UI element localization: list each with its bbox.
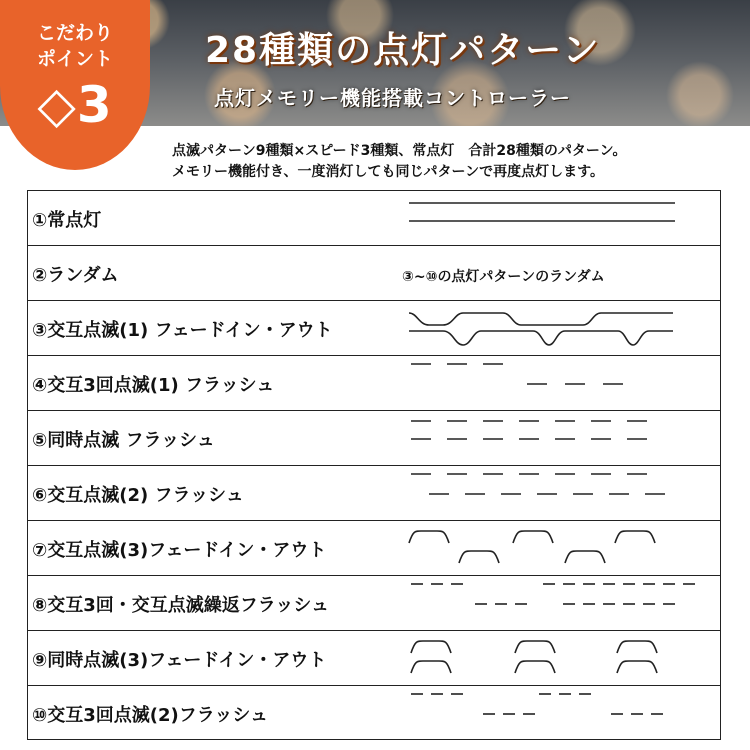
pattern-row-1 [28,191,720,246]
pattern-row-5 [28,411,720,466]
badge-line1: こだわり [36,22,113,44]
badge-line2: ポイント [36,48,113,70]
pattern-label: ①常点灯 [32,210,102,231]
pattern-label: ⑩交互3回点滅(2)フラッシュ [32,705,269,726]
pattern-row-9 [28,631,720,686]
steady-lines-icon [403,191,703,246]
alternate-dashes-icon [403,466,703,521]
badge-number: ◇3 [37,76,113,134]
pattern-note: ③~⑩の点灯パターンのランダム [402,269,605,285]
header-banner [0,0,750,134]
triple-alternate-dashes-2-icon [403,686,703,741]
alternate-fade-wave-icon [403,301,703,356]
page-subtitle: 点灯メモリー機能搭載コントローラー [214,86,571,110]
pattern-row-4 [28,356,720,411]
simultaneous-dashes-icon [403,411,703,466]
triple-alternate-dashes-icon [403,356,703,411]
description-line2: メモリー機能付き、一度消灯しても同じパターンで再度点灯します。 [172,164,605,180]
pattern-row-3 [28,301,720,356]
pattern-label: ⑤同時点滅 フラッシュ [32,430,215,451]
pattern-table [27,190,721,740]
pattern-label: ⑦交互点滅(3)フェードイン・アウト [32,540,327,561]
point-badge [0,0,150,170]
pattern-row-8 [28,576,720,631]
pattern-row-6 [28,466,720,521]
pattern-label: ⑧交互3回・交互点滅繰返フラッシュ [32,595,330,616]
alternate-fade-humps-icon [403,521,703,576]
mixed-dashes-icon [403,576,703,631]
pattern-label: ⑨同時点滅(3)フェードイン・アウト [32,650,327,671]
page-title: 28種類の点灯パターン [205,30,601,71]
pattern-label: ④交互3回点滅(1) フラッシュ [32,375,275,396]
pattern-row-7 [28,521,720,576]
pattern-label: ⑥交互点滅(2) フラッシュ [32,485,244,506]
pattern-row-10 [28,686,720,741]
pattern-label: ②ランダム [32,265,119,286]
pattern-label: ③交互点滅(1) フェードイン・アウト [32,320,333,341]
simultaneous-fade-humps-icon [403,631,703,686]
pattern-row-2 [28,246,720,301]
description-line1: 点滅パターン9種類×スピード3種類、常点灯 合計28種類のパターン。 [172,143,627,159]
